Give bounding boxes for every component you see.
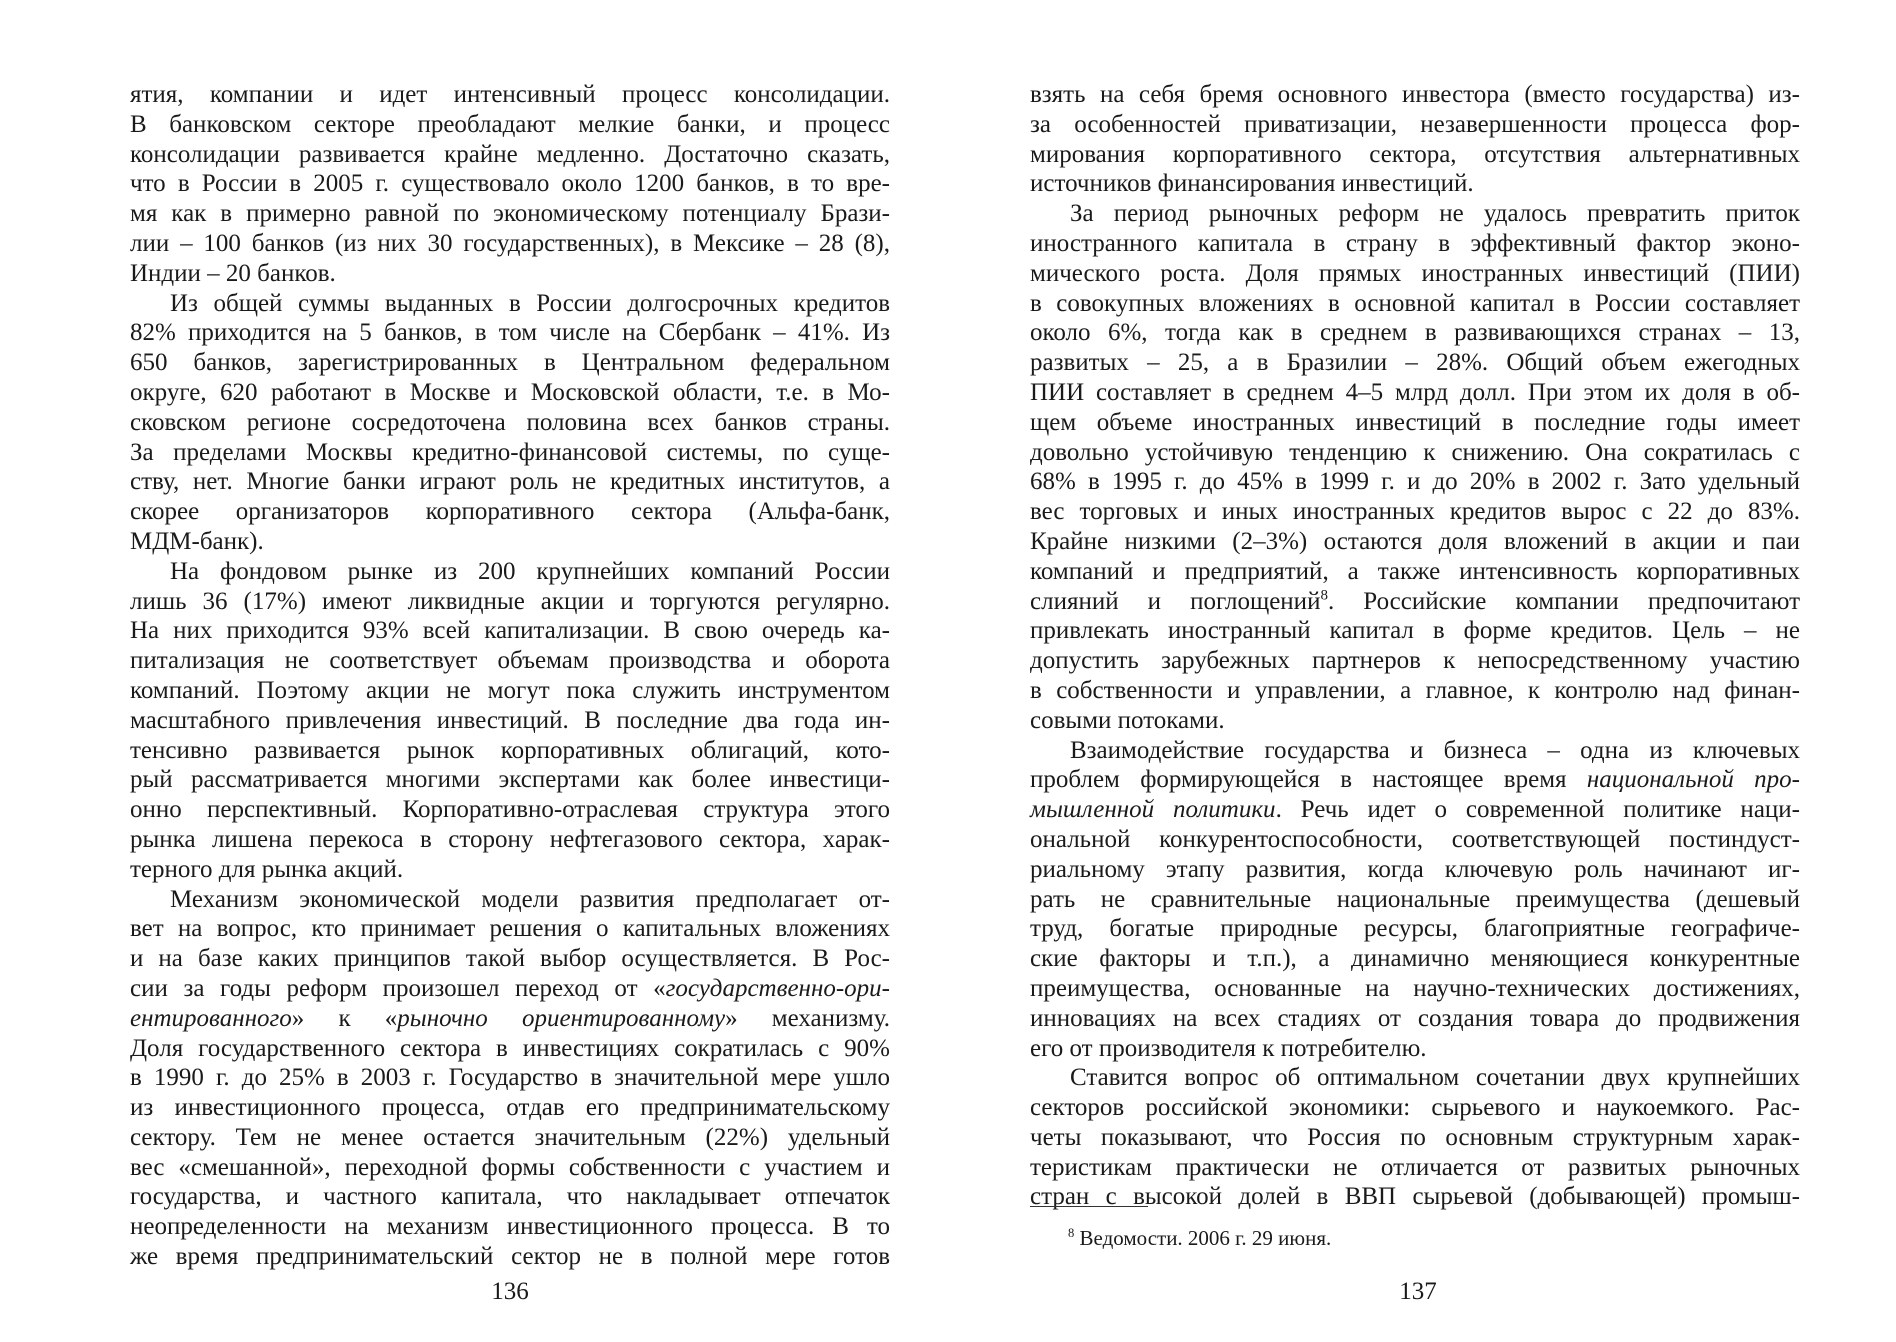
- left-page-body-text: [130, 80, 890, 1272]
- text-line: же время предпринимательский сектор не в полной мере готов: [130, 1243, 890, 1271]
- text-line: довольно устойчивую тенденцию к снижению. Она сократилась с: [1030, 438, 1800, 466]
- text-line: питализация не соответствует объемам производства и оборота: [130, 647, 890, 675]
- text-line: онно перспективный. Корпоративно-отраслевая структура этого: [130, 796, 890, 824]
- text-line: и на базе каких принципов такой выбор осуществляется. В Рос-: [130, 945, 890, 973]
- text-line: Ставится вопрос об оптимальном сочетании двух крупнейших: [1070, 1064, 1800, 1092]
- text-line: сии за годы реформ произошел переход от «государственно-ори-: [130, 974, 890, 1002]
- text-line: Механизм экономической модели развития предполагает от-: [170, 885, 890, 913]
- text-line: мышленной политики. Речь идет о современной политике наци-: [1030, 796, 1800, 824]
- text-line: за особенностей приватизации, незавершенности процесса фор-: [1030, 110, 1800, 138]
- footnote-marker: 8: [1068, 1226, 1075, 1240]
- right-page-body-text: [1030, 80, 1800, 1212]
- text-line: в совокупных вложениях в основной капитал в России составляет: [1030, 289, 1800, 317]
- text-line: мического роста. Доля прямых иностранных инвестиций (ПИИ): [1030, 259, 1800, 287]
- text-line: четы показывают, что Россия по основным структурным харак-: [1030, 1123, 1800, 1151]
- text-line: рать не сравнительные национальные преимущества (дешевый: [1030, 885, 1800, 913]
- text-line: терного для рынка акций.: [130, 855, 404, 883]
- text-line: консолидации развивается крайне медленно. Достаточно сказать,: [130, 140, 890, 168]
- text-line: ентированного» к «рыночно ориентированному» механизму.: [130, 1004, 890, 1032]
- text-line: ональной конкурентоспособности, соответствующей постиндуст-: [1030, 825, 1800, 853]
- text-line: около 6%, тогда как в среднем в развивающихся странах – 13,: [1030, 319, 1800, 347]
- text-line: ские факторы и т.п.), а динамично меняющиеся конкурентные: [1030, 945, 1800, 973]
- text-line: масштабного привлечения инвестиций. В последние два года ин-: [130, 706, 890, 734]
- text-line: компаний. Поэтому акции не могут пока служить инструментом: [130, 676, 890, 704]
- text-line: компаний и предприятий, а также интенсивность корпоративных: [1030, 557, 1800, 585]
- text-line: иностранного капитала в страну в эффективный фактор эконо-: [1030, 229, 1800, 257]
- text-line: источников финансирования инвестиций.: [1030, 170, 1474, 198]
- text-line: преимущества, основанные на научно-технических достижениях,: [1030, 974, 1800, 1002]
- text-line: лишь 36 (17%) имеют ликвидные акции и торгуются регулярно.: [130, 587, 890, 615]
- text-line: привлекать иностранный капитал в форме кредитов. Цель – не: [1030, 617, 1800, 645]
- text-line: щем объеме иностранных инвестиций в последние годы имеет: [1030, 408, 1800, 436]
- footnote: [1068, 1226, 1331, 1251]
- text-line: из инвестиционного процесса, отдав его предпринимательскому: [130, 1094, 890, 1122]
- text-line: его от производителя к потребителю.: [1030, 1034, 1427, 1062]
- text-line: На фондовом рынке из 200 крупнейших компаний России: [170, 557, 890, 585]
- text-line: проблем формирующейся в настоящее время национальной про-: [1030, 766, 1800, 794]
- text-line: ПИИ составляет в среднем 4–5 млрд долл. При этом их доля в об-: [1030, 378, 1800, 406]
- text-line: ству, нет. Многие банки играют роль не кредитных институтов, а: [130, 468, 890, 496]
- page-number: 136: [491, 1278, 529, 1305]
- text-line: в 1990 г. до 25% в 2003 г. Государство в значительной мере ушло: [130, 1064, 890, 1092]
- footnote-divider: [1030, 1206, 1148, 1207]
- text-line: рый рассматривается многими экспертами как более инвестици-: [130, 766, 890, 794]
- text-line: тенсивно развивается рынок корпоративных облигаций, кото-: [130, 736, 890, 764]
- text-line: ятия, компании и идет интенсивный процесс консолидации.: [130, 81, 890, 108]
- text-line: Взаимодействие государства и бизнеса – одна из ключевых: [1070, 736, 1800, 764]
- text-line: В банковском секторе преобладают мелкие банки, и процесс: [130, 110, 890, 138]
- text-line: рынка лишена перекоса в сторону нефтегазового сектора, харак-: [130, 825, 890, 853]
- text-line: округе, 620 работают в Москве и Московской области, т.е. в Мо-: [130, 378, 890, 406]
- text-line: неопределенности на механизм инвестиционного процесса. В то: [130, 1213, 890, 1241]
- text-line: стран с высокой долей в ВВП сырьевой (добывающей) промыш-: [1030, 1183, 1800, 1211]
- text-line: лии – 100 банков (из них 30 государственных), в Мексике – 28 (8),: [130, 229, 890, 257]
- text-line: За пределами Москвы кредитно-финансовой системы, по суще-: [130, 438, 890, 466]
- text-line: сковском регионе сосредоточена половина всех банков страны.: [130, 408, 890, 436]
- text-line: секторов российской экономики: сырьевого и наукоемкого. Рас-: [1030, 1094, 1800, 1122]
- text-line: теристикам практически не отличается от развитых рыночных: [1030, 1153, 1800, 1181]
- text-line: совыми потоками.: [1030, 706, 1225, 734]
- text-line: Из общей суммы выданных в России долгосрочных кредитов: [170, 289, 890, 317]
- text-line: взять на себя бремя основного инвестора (вместо государства) из-: [1030, 81, 1800, 108]
- text-line: государства, и частного капитала, что накладывает отпечаток: [130, 1183, 890, 1211]
- text-line: Индии – 20 банков.: [130, 259, 336, 287]
- text-line: что в России в 2005 г. существовало около 1200 банков, в то вре-: [130, 170, 890, 198]
- text-line: На них приходится 93% всей капитализации. В свою очередь ка-: [130, 617, 890, 645]
- text-line: мя как в примерно равной по экономическому потенциалу Брази-: [130, 200, 890, 228]
- text-line: вет на вопрос, кто принимает решения о капитальных вложениях: [130, 915, 890, 943]
- text-line: труд, богатые природные ресурсы, благоприятные географиче-: [1030, 915, 1800, 943]
- text-line: развитых – 25, а в Бразилии – 28%. Общий объем ежегодных: [1030, 349, 1800, 377]
- footnote-text: Ведомости. 2006 г. 29 июня.: [1079, 1226, 1332, 1250]
- text-line: вес торговых и иных иностранных кредитов вырос с 22 до 83%.: [1030, 498, 1800, 526]
- text-line: 68% в 1995 г. до 45% в 1999 г. и до 20% в 2002 г. Зато удельный: [1030, 468, 1800, 496]
- right-page: [948, 0, 1896, 1342]
- text-line: мирования корпоративного сектора, отсутствия альтернативных: [1030, 140, 1800, 168]
- text-line: инновациях на всех стадиях от создания товара до продвижения: [1030, 1004, 1800, 1032]
- text-line: Доля государственного сектора в инвестициях сократилась с 90%: [130, 1034, 890, 1062]
- text-line: допустить зарубежных партнеров к непосредственному участию: [1030, 647, 1800, 675]
- text-line: 650 банков, зарегистрированных в Центральном федеральном: [130, 349, 890, 377]
- text-line: Крайне низкими (2–3%) остаются доля вложений в акции и паи: [1030, 527, 1800, 555]
- text-line: За период рыночных реформ не удалось превратить приток: [1070, 200, 1800, 228]
- text-line: 82% приходится на 5 банков, в том числе на Сбербанк – 41%. Из: [130, 319, 890, 347]
- text-line: сектору. Тем не менее остается значительным (22%) удельный: [130, 1123, 890, 1151]
- text-line: вес «смешанной», переходной формы собственности с участием и: [130, 1153, 890, 1181]
- page-number: 137: [1399, 1278, 1437, 1305]
- text-line: МДМ-банк).: [130, 527, 264, 555]
- text-line: скорее организаторов корпоративного сектора (Альфа-банк,: [130, 498, 890, 526]
- text-line: в собственности и управлении, а главное, к контролю над финан-: [1030, 676, 1800, 704]
- text-line: слияний и поглощений$^8$. Российские компании предпочитают: [1030, 587, 1800, 615]
- text-line: риальному этапу развития, когда ключевую роль начинают иг-: [1030, 855, 1800, 883]
